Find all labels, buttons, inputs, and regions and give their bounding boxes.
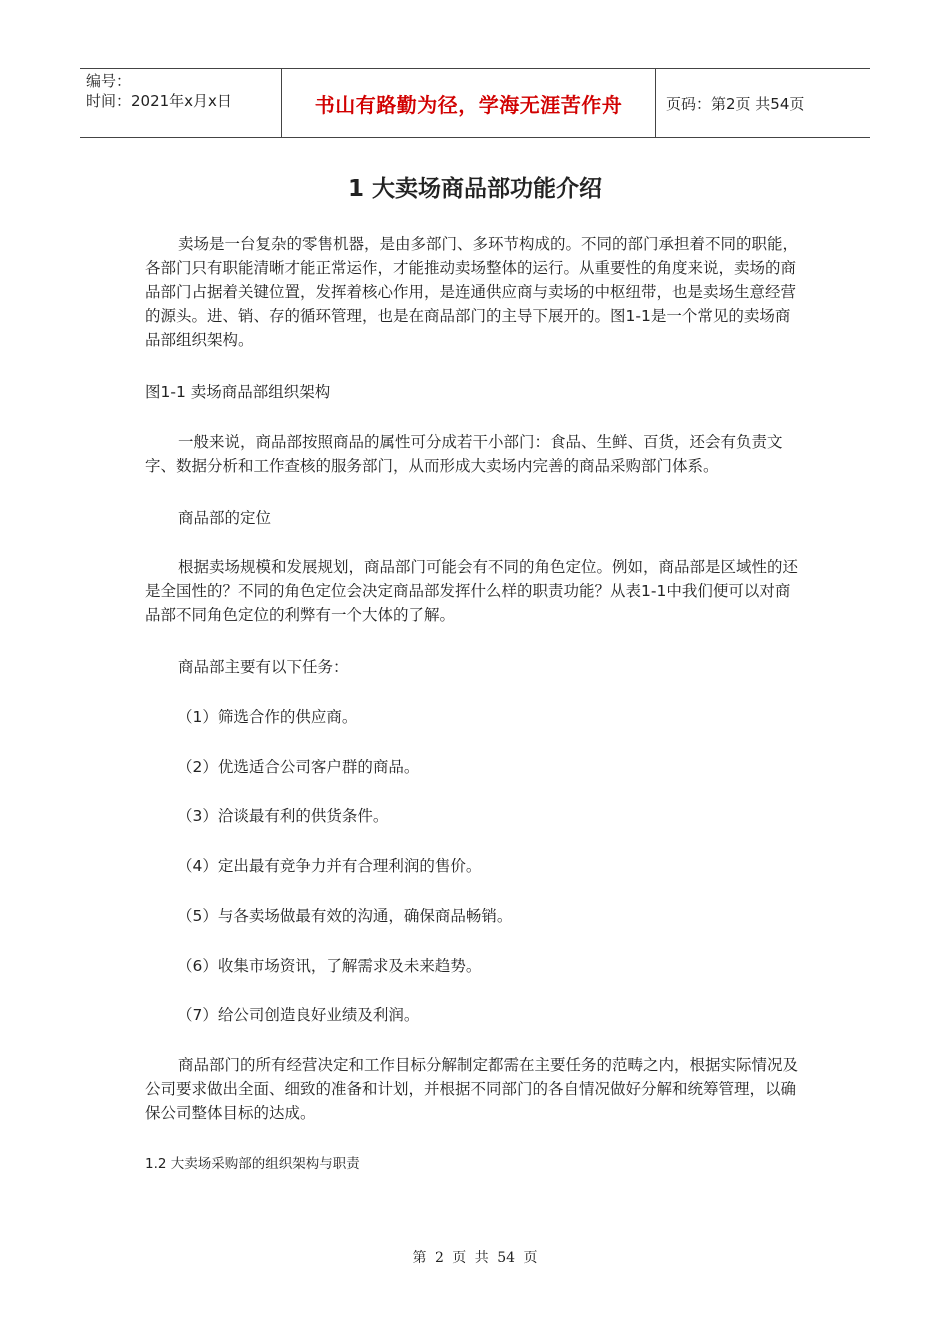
document-title: 1 大卖场商品部功能介绍 [347, 176, 602, 202]
document-date: 时间：2021年x月x日 [86, 92, 232, 110]
header-page-info: 页码：第2页 共54页 [666, 94, 805, 113]
figure-caption: 图1-1 卖场商品部组织架构 [145, 383, 331, 401]
task-item: （1）筛选合作的供应商。 [177, 708, 358, 726]
task-item: （2）优选适合公司客户群的商品。 [177, 758, 420, 776]
document-header [80, 68, 870, 138]
header-motto: 书山有路勤为径，学海无涯苦作舟 [282, 69, 656, 137]
paragraph-general: 一般来说，商品部按照商品的属性可分成若干小部门：食品、生鲜、百货，还会有负责文字、数据分析和工作查核的服务部门，从而形成大卖场内完善的商品采购部门体系。 [145, 433, 783, 475]
task-item: （3）洽谈最有利的供货条件。 [177, 807, 389, 825]
task-item: （6）收集市场资讯，了解需求及未来趋势。 [177, 957, 482, 975]
tasks-heading: 商品部主要有以下任务： [178, 658, 349, 676]
section-heading: 1.2 大卖场采购部的组织架构与职责 [145, 1156, 360, 1172]
paragraph-conclusion: 商品部门的所有经营决定和工作目标分解制定都需在主要任务的范畴之内，根据实际情况及公司要求做出全面、细致的准备和计划，并根据不同部门的各自情况做好分解和统筹管理，以确保公司整体目标的达成。 [145, 1056, 799, 1122]
task-item: （7）给公司创造良好业绩及利润。 [177, 1006, 420, 1024]
paragraph-intro: 卖场是一台复杂的零售机器，是由多部门、多环节构成的。不同的部门承担着不同的职能，各部门只有职能清晰才能正常运作，才能推动卖场整体的运行。从重要性的角度来说，卖场的商品部门占据着关键位置，发挥着核心作用，是连通供应商与卖场的中枢纽带，也是卖场生意经营的源头。进、销、存的循环管理，也是在商品部门的主导下展开的。图1-1是一个常见的卖场商品部组织架构。 [145, 235, 799, 349]
paragraph-positioning: 根据卖场规模和发展规划，商品部门可能会有不同的角色定位。例如，商品部是区域性的还是全国性的？不同的角色定位会决定商品部发挥什么样的职责功能？从表1-1中我们便可以对商品部不同角色定位的利弊有一个大体的了解。 [145, 558, 799, 624]
header-meta [80, 69, 282, 137]
task-item: （5）与各卖场做最有效的沟通，确保商品畅销。 [177, 907, 513, 925]
page-footer: 第 2 页 共 54 页 [412, 1250, 538, 1266]
task-item: （4）定出最有竞争力并有合理利润的售价。 [177, 857, 482, 875]
positioning-heading: 商品部的定位 [178, 509, 272, 527]
document-number-label: 编号： [86, 72, 132, 90]
